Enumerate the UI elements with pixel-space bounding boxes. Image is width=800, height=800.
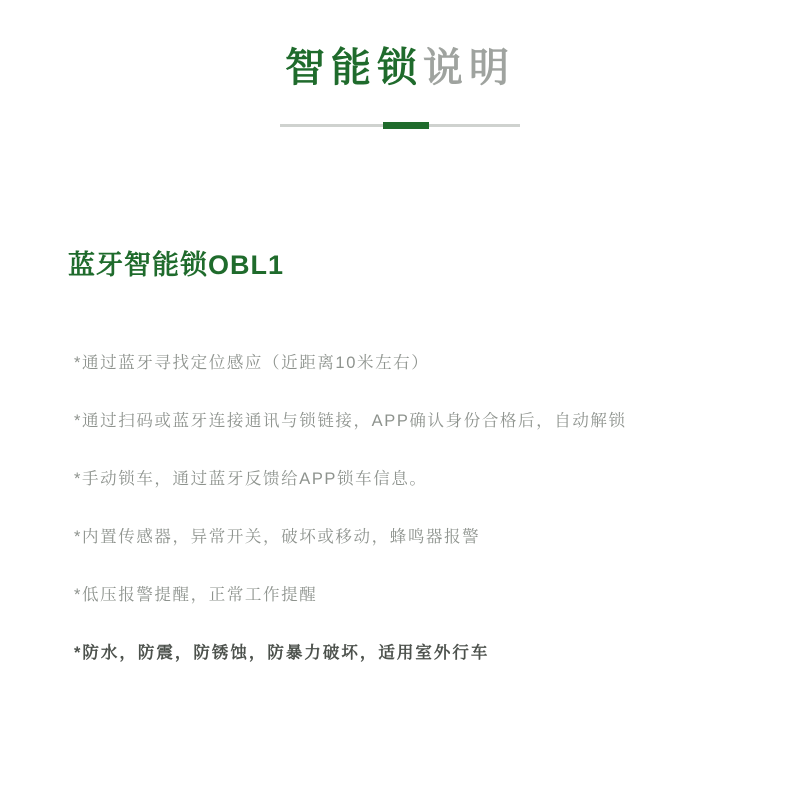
list-item: *手动锁车，通过蓝牙反馈给APP锁车信息。 <box>74 469 428 488</box>
divider-accent-segment <box>383 122 429 129</box>
product-heading: 蓝牙智能锁OBL1 <box>68 250 285 280</box>
list-item: *通过蓝牙寻找定位感应（近距离10米左右） <box>74 354 430 372</box>
title-block <box>0 0 800 128</box>
list-item: *低压报警提醒，正常工作提醒 <box>74 585 318 604</box>
list-item: *防水，防震，防锈蚀，防暴力破坏，适用室外行车 <box>74 643 490 662</box>
list-item: *内置传感器，异常开关，破坏或移动，蜂鸣器报警 <box>74 527 481 546</box>
title-divider <box>280 122 520 128</box>
feature-list <box>74 352 760 666</box>
page-title <box>0 44 800 92</box>
list-item: *通过扫码或蓝牙连接通讯与锁链接，APP确认身份合格后，自动解锁 <box>74 411 627 430</box>
page-title-part-dark: 智能锁 <box>285 46 423 90</box>
page-title-part-light: 说明 <box>423 46 515 90</box>
